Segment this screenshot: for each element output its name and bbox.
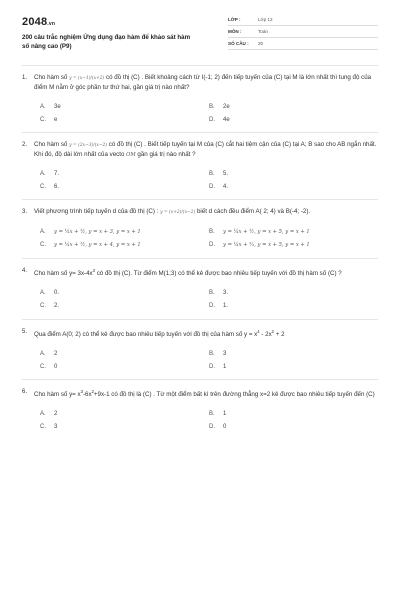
- option-b[interactable]: [209, 287, 378, 300]
- question-text: [22, 208, 378, 218]
- meta-row-subject: [228, 26, 378, 38]
- question-text: [22, 388, 378, 400]
- option-text: y = ¼x + ½, y = x + 3, y = x + 1: [54, 229, 141, 236]
- option-text: 0: [223, 424, 227, 431]
- meta-value: Lớp 12: [258, 17, 273, 22]
- option-text: 5.: [223, 170, 229, 177]
- meta-row-count: [228, 38, 378, 50]
- option-text: 1: [223, 363, 227, 370]
- option-text: y = ¼x + ⁵⁄₂, y = x + 5, y = x + 1: [223, 242, 310, 249]
- option-a[interactable]: [40, 226, 209, 239]
- option-b[interactable]: [209, 167, 378, 180]
- option-label: B.: [209, 290, 215, 297]
- option-label: B.: [209, 411, 215, 418]
- option-d[interactable]: [209, 113, 378, 126]
- answer-options: [22, 100, 378, 126]
- option-c[interactable]: [40, 421, 209, 434]
- option-label: D.: [209, 116, 215, 123]
- text-run: Viết phương trình tiếp tuyến d của đồ thị (C) :: [34, 208, 161, 216]
- text-run: có đồ thị (C) . Biết khoảng cách từ I(-1; 2) đến tiếp tuyến của (C) tại M là lớn nhất thì tung độ của điểm M nằm ở góc phần tư thứ hai, gần giá trị nào nhất?: [34, 74, 372, 91]
- option-a[interactable]: [40, 167, 209, 180]
- option-b[interactable]: [209, 100, 378, 113]
- option-label: A.: [40, 411, 46, 418]
- formula: y = (x−1)/(x+2): [69, 76, 105, 81]
- answer-options: [22, 347, 378, 373]
- option-text: y = ¼x + ½, y = x + 4, y = x + 1: [54, 242, 141, 249]
- option-text: 1: [223, 411, 227, 418]
- option-label: A.: [40, 170, 46, 177]
- question-body: [34, 328, 378, 340]
- meta-table: [228, 14, 378, 50]
- question-number: 2.: [22, 142, 28, 149]
- exponent: 2: [91, 389, 94, 395]
- option-text: 2: [54, 411, 58, 418]
- meta-value: 20: [258, 41, 264, 46]
- option-text: e: [54, 116, 58, 123]
- text-run: -6x: [82, 391, 92, 399]
- option-text: 3e: [54, 103, 61, 110]
- question-1: [22, 66, 378, 133]
- option-d[interactable]: [209, 180, 378, 193]
- meta-value: Toán: [258, 29, 268, 34]
- answer-options: [22, 167, 378, 193]
- page-title: 200 câu trắc nghiệm Ứng dụng đạo hàm để khảo sát hàm số nâng cao (P9): [22, 34, 191, 50]
- option-b[interactable]: [209, 226, 378, 239]
- option-label: B.: [209, 170, 215, 177]
- exponent: 3: [92, 267, 95, 273]
- option-d[interactable]: [209, 360, 378, 373]
- option-label: D.: [209, 363, 215, 370]
- option-text: 7.: [54, 170, 60, 177]
- option-a[interactable]: [40, 408, 209, 421]
- text-run: biết d cách đều điểm A( 2; 4) và B(-4; -2).: [195, 208, 311, 216]
- text-run: gần giá trị nào nhất ?: [135, 150, 196, 158]
- text-run: có đồ thị (C). Từ điểm M(1;3) có thể kẻ được bao nhiêu tiếp tuyến với đồ thị hàm số (C) ?: [94, 270, 342, 278]
- text-run: Qua điểm A(0; 2) có thể kẻ được bao nhiêu tiếp tuyến với đồ thị của hàm số y = x: [34, 330, 258, 338]
- vector-symbol: OM: [126, 151, 136, 158]
- question-number: 6.: [22, 389, 28, 396]
- exponent: 4: [257, 328, 260, 334]
- meta-key: LỚP :: [228, 17, 241, 22]
- question-text: [22, 328, 378, 340]
- option-b[interactable]: [209, 408, 378, 421]
- option-c[interactable]: [40, 180, 209, 193]
- option-text: 0: [54, 363, 58, 370]
- question-4: [22, 259, 378, 320]
- option-label: D.: [209, 424, 215, 431]
- text-run: Cho hàm số y= 3x-4x: [34, 270, 93, 278]
- option-text: 0.: [54, 290, 60, 297]
- question-5: [22, 320, 378, 381]
- question-3: [22, 200, 378, 259]
- option-a[interactable]: [40, 100, 209, 113]
- option-a[interactable]: [40, 347, 209, 360]
- option-d[interactable]: [209, 300, 378, 313]
- question-text: [22, 267, 378, 279]
- question-text: [22, 141, 378, 159]
- option-b[interactable]: [209, 347, 378, 360]
- answer-options: [22, 408, 378, 434]
- formula: y = (2x−3)/(x−2): [69, 143, 108, 149]
- meta-key: MÔN :: [228, 29, 242, 34]
- option-label: B.: [209, 103, 215, 110]
- option-label: C.: [40, 363, 46, 370]
- worksheet-header: [22, 10, 378, 51]
- text-run: +9x-1 có đồ thị là (C) . Từ một điểm bất kì trên đường thẳng x=2 kẻ được bao nhiêu tiếp tuyến đến (C): [93, 391, 375, 399]
- site-logo[interactable]: 2048.vn: [22, 16, 56, 28]
- option-text: 3: [223, 350, 227, 357]
- question-number: 3.: [22, 209, 28, 216]
- question-body: [34, 141, 378, 159]
- option-text: 2: [54, 350, 58, 357]
- exponent: 3: [80, 389, 83, 395]
- option-c[interactable]: [40, 239, 209, 252]
- option-label: A.: [40, 229, 46, 236]
- question-body: [34, 208, 378, 218]
- meta-row-class: [228, 14, 378, 26]
- option-text: 4.: [223, 183, 229, 190]
- option-label: C.: [40, 183, 46, 190]
- question-body: [34, 267, 378, 279]
- option-text: 6.: [54, 183, 60, 190]
- option-label: D.: [209, 303, 215, 310]
- text-run: Cho hàm số: [34, 74, 70, 81]
- option-label: A.: [40, 350, 46, 357]
- text-run: - 2x: [259, 330, 272, 338]
- option-label: A.: [40, 103, 46, 110]
- answer-options: [22, 287, 378, 313]
- option-label: B.: [209, 350, 215, 357]
- option-label: C.: [40, 116, 46, 123]
- question-body: [34, 74, 378, 92]
- meta-key: SỐ CÂU :: [228, 41, 249, 46]
- option-c[interactable]: [40, 300, 209, 313]
- answer-options: [22, 226, 378, 252]
- option-d[interactable]: [209, 239, 378, 252]
- option-label: C.: [40, 303, 46, 310]
- question-number: 1.: [22, 75, 28, 81]
- option-label: C.: [40, 424, 46, 431]
- question-body: [34, 388, 378, 400]
- option-text: 2.: [54, 303, 60, 310]
- text-run: có đồ thị (C) . Biết tiếp tuyến tại M của (C) cắt hai tiệm cận của (C) tại A; B sao cho AB ngắn nhất. Khi đó, độ dài lớn nhất của vecto: [34, 141, 377, 158]
- option-text: 3: [54, 424, 58, 431]
- option-c[interactable]: [40, 360, 209, 373]
- option-text: 1.: [223, 303, 229, 310]
- formula: y = (x+2)/(x−2): [160, 210, 196, 216]
- option-text: 2e: [223, 103, 230, 110]
- option-text: 3.: [223, 290, 229, 297]
- question-2: [22, 133, 378, 200]
- option-d[interactable]: [209, 421, 378, 434]
- option-label: D.: [209, 183, 215, 190]
- question-number: 4.: [22, 267, 28, 274]
- text-run: Cho hàm số y= x: [34, 391, 81, 399]
- option-label: D.: [209, 242, 215, 249]
- option-c[interactable]: [40, 113, 209, 126]
- option-text: 4e: [223, 116, 230, 123]
- title-block: [22, 10, 192, 51]
- exponent: 2: [271, 328, 275, 334]
- question-text: [22, 74, 378, 92]
- option-a[interactable]: [40, 287, 209, 300]
- text-run: + 2: [274, 330, 285, 338]
- question-6: [22, 380, 378, 440]
- text-run: Cho hàm số: [34, 141, 70, 149]
- option-text: y = ¼x + ½, y = x + 5, y = x + 1: [223, 229, 310, 236]
- option-label: B.: [209, 229, 215, 236]
- option-label: A.: [40, 290, 46, 297]
- question-number: 5.: [22, 328, 28, 335]
- option-label: C.: [40, 242, 46, 249]
